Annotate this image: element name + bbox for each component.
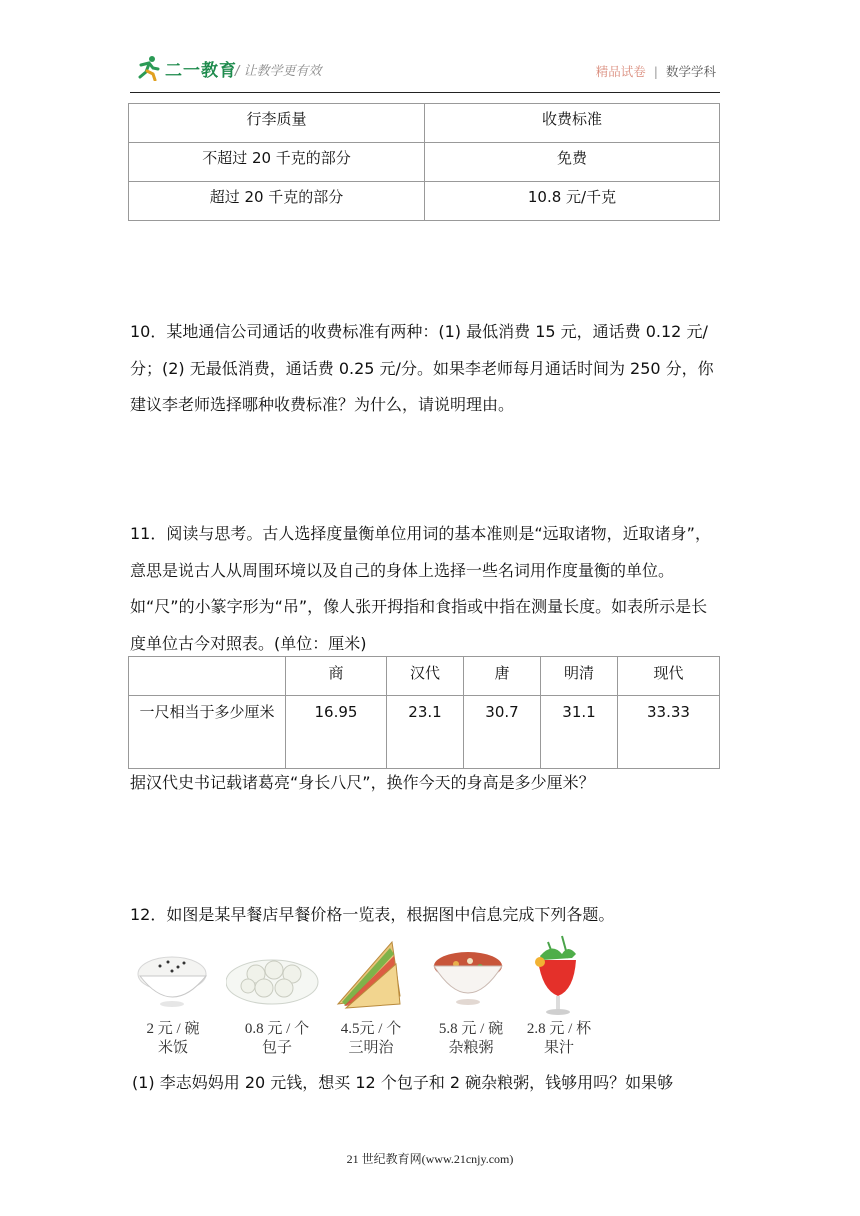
- row-label-cell: 一尺相当于多少厘米: [129, 696, 286, 769]
- food-item-juice: [528, 934, 610, 1060]
- table-cell: 免费: [425, 143, 720, 182]
- header-separator: |: [653, 64, 658, 79]
- table-cell: 16.95: [286, 696, 387, 769]
- porridge-bowl-icon: [430, 934, 506, 1014]
- food-item-buns: [226, 934, 308, 1060]
- food-item-rice: [132, 934, 214, 1060]
- page-header: [130, 52, 720, 93]
- sandwich-icon: [334, 934, 406, 1014]
- food-price: 4.5元 / 个 三明治: [340, 1021, 402, 1056]
- food-price: 0.8 元 / 个 包子: [244, 1021, 310, 1056]
- page-footer: 21 世纪教育网(www.21cnjy.com): [346, 1152, 514, 1166]
- table-header-cell: 唐: [464, 657, 541, 696]
- table-header-cell: 收费标准: [425, 104, 720, 143]
- food-item-sandwich: [334, 934, 416, 1060]
- food-name: 三明治: [348, 1040, 394, 1056]
- food-name: 果汁: [543, 1040, 574, 1056]
- table-header-cell: [129, 657, 286, 696]
- header-tag: 精品试卷: [595, 64, 646, 79]
- logo-text: 二一教育: [165, 60, 237, 81]
- rice-bowl-icon: [132, 934, 214, 1014]
- question-10: 10．某地通信公司通话的收费标准有两种：(1) 最低消费 15 元，通话费 0.12 元/分；(2) 无最低消费，通话费 0.25 元/分。如果李老师每月通话时间为 250 分，你建议李老师选择哪种收费标准？为什么，请说明理由。: [130, 322, 714, 414]
- food-name: 杂粮粥: [448, 1040, 494, 1056]
- table-row: [129, 696, 720, 769]
- food-price: 2 元 / 碗 米饭: [146, 1021, 200, 1056]
- table-header-cell: 商: [286, 657, 387, 696]
- breakfast-price-list: [132, 934, 612, 1060]
- table-cell: 10.8 元/千克: [425, 182, 720, 221]
- table-header-cell: 汉代: [387, 657, 464, 696]
- table-header-cell: 行李质量: [129, 104, 425, 143]
- table-cell: 31.1: [541, 696, 618, 769]
- food-name: 包子: [261, 1040, 292, 1056]
- runner-logo-icon: [135, 55, 161, 81]
- food-item-porridge: [430, 934, 512, 1060]
- food-price: 2.8 元 / 杯 果汁: [526, 1021, 592, 1056]
- question-12: 12．如图是某早餐店早餐价格一览表，根据图中信息完成下列各题。: [130, 905, 615, 924]
- table-row: [129, 143, 720, 182]
- luggage-fee-table: [128, 103, 720, 221]
- food-name: 米饭: [157, 1040, 188, 1056]
- question-12-part-1: (1) 李志妈妈用 20 元钱，想买 12 个包子和 2 碗杂粮粥，钱够用吗？如果够: [132, 1073, 674, 1092]
- table-cell: 不超过 20 千克的部分: [129, 143, 425, 182]
- header-subject: 数学学科: [665, 64, 716, 79]
- table-cell: 超过 20 千克的部分: [129, 182, 425, 221]
- question-11: 11．阅读与思考。古人选择度量衡单位用词的基本准则是“远取诸物，近取诸身”，意思是说古人从周围环境以及自己的身体上选择一些名词用作度量衡的单位。如“尺”的小篆字形为“吊”，像人张开拇指和食指或中指在测量长度。如表所示是长度单位古今对照表。(单位：厘米): [130, 524, 711, 653]
- question-11-ask: 据汉代史书记载诸葛亮“身长八尺”，换作今天的身高是多少厘米？: [130, 773, 595, 792]
- table-cell: 33.33: [618, 696, 720, 769]
- food-price: 5.8 元 / 碗 杂粮粥: [438, 1021, 504, 1056]
- length-unit-table: [128, 656, 720, 769]
- logo: [135, 54, 237, 82]
- table-cell: 23.1: [387, 696, 464, 769]
- buns-plate-icon: [226, 934, 326, 1014]
- table-header-cell: 明清: [541, 657, 618, 696]
- juice-glass-icon: [528, 934, 588, 1018]
- table-cell: 30.7: [464, 696, 541, 769]
- table-row: [129, 182, 720, 221]
- table-header-cell: 现代: [618, 657, 720, 696]
- header-right: [596, 62, 716, 80]
- slogan: / 让教学更有效: [235, 64, 322, 79]
